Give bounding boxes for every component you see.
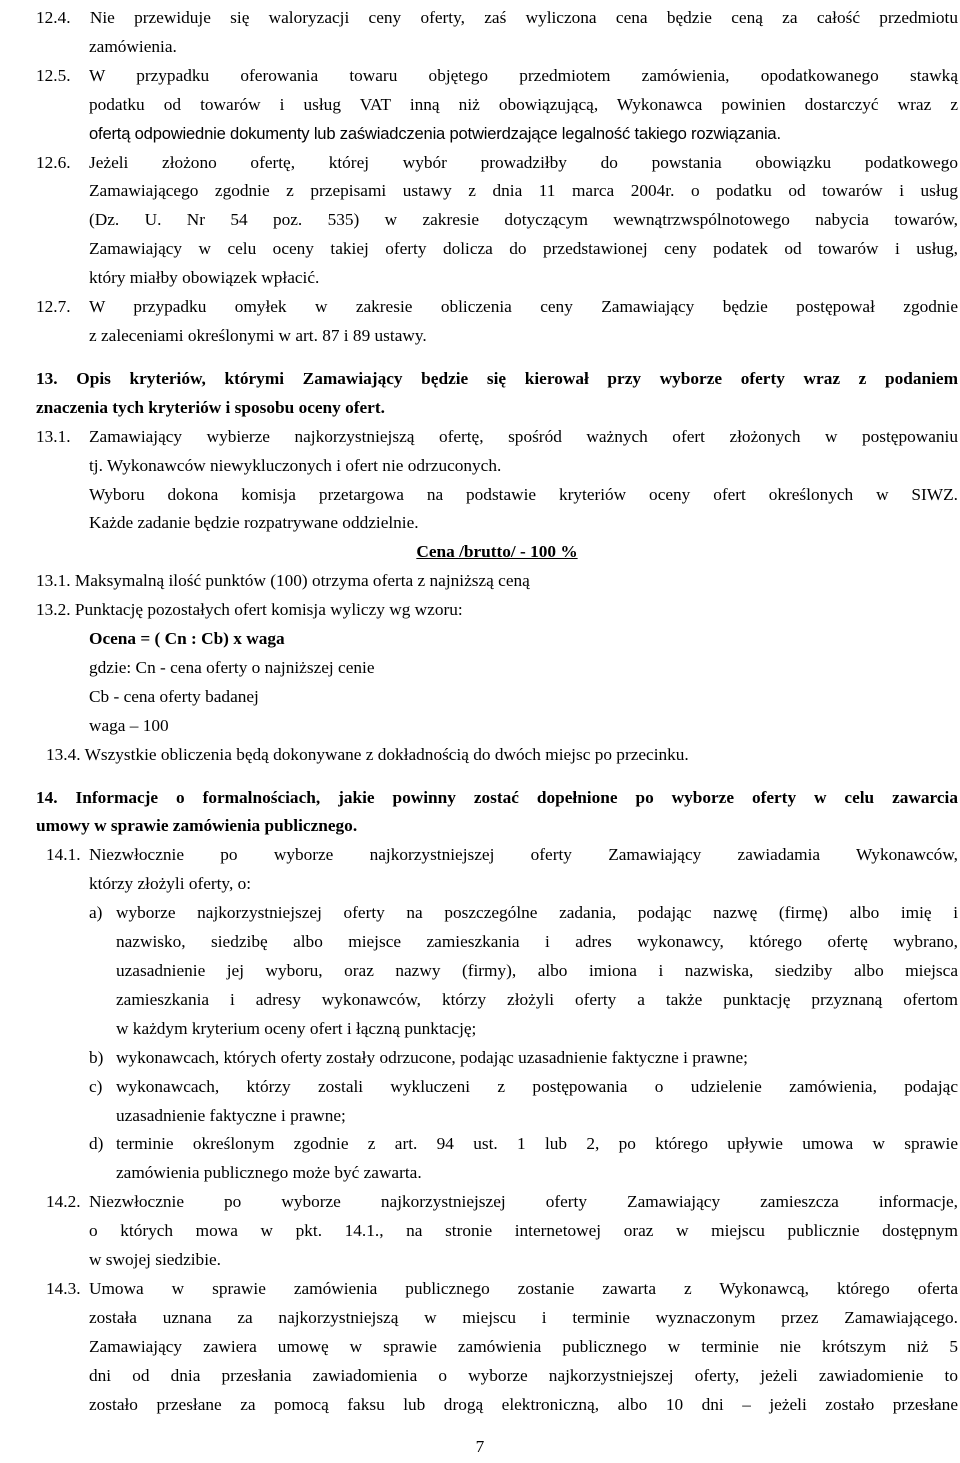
list-marker: b) [89, 1047, 104, 1067]
section-title: Opis kryteriów, którymi Zamawiający będzie się kierował przy wyborze oferty wraz z podaniem [76, 368, 958, 388]
paragraph-line: którzy złożyli oferty, o: [89, 874, 252, 894]
section-13-heading [36, 365, 958, 423]
section-14-heading [36, 784, 958, 842]
paragraph-line: ofertą odpowiednie dokumenty lub zaświadczenia potwierdzające legalność takiego rozwiązania. [89, 123, 781, 143]
paragraph-line: Zamawiającego zgodnie z przepisami ustawy z dnia 11 marca 2004r. o podatku od towarów i usług [89, 181, 958, 201]
paragraph-text: Wszystkie obliczenia będą dokonywane z dokładnością do dwóch miejsc po przecinku. [84, 744, 689, 764]
criterion-heading: Cena /brutto/ - 100 % [416, 542, 578, 562]
list-line: uzasadnienie faktyczne i prawne; [116, 1105, 346, 1125]
paragraph-line: tj. Wykonawców niewykluczonych i ofert nie odrzuconych. [89, 455, 502, 475]
section-title: Informacje o formalnościach, jakie powinny zostać dopełnione po wyborze oferty w celu zawarcia [75, 787, 958, 807]
section-gap [36, 770, 958, 784]
paragraph-line: Wyboru dokona komisja przetargowa na podstawie kryteriów oceny ofert określonych w SIWZ. [89, 484, 958, 504]
paragraph-line: zostało przesłane za pomocą faksu lub drogą elektroniczną, albo 10 dni – jeżeli zostało przesłane [89, 1394, 958, 1414]
paragraph-14-2 [36, 1188, 958, 1217]
paragraph-12-6-cont [36, 177, 958, 293]
formula-legend: Cb - cena oferty badanej [89, 686, 259, 706]
paragraph-12-7 [36, 293, 958, 322]
paragraph-line: dni od dnia przesłania zawiadomienia o wyborze najkorzystniejszej oferty, jeżeli zawiadomienie to [89, 1365, 958, 1385]
paragraph-number: 12.6. [36, 152, 71, 172]
paragraph-line: W przypadku oferowania towaru objętego przedmiotem zamówienia, opodatkowanego stawką [89, 65, 958, 85]
paragraph-line: (Dz. U. Nr 54 poz. 535) w zakresie dotyczącym wewnątrzwspólnotowego nabycia towarów, [89, 210, 958, 230]
list-marker: c) [89, 1076, 103, 1096]
list-line: uzasadnienie jej wyboru, oraz nazwy (firmy), albo imiona i nazwiska, siedziby albo miejsca [116, 961, 958, 980]
paragraph-14-1 [36, 841, 958, 870]
formula-legend: waga – 100 [89, 715, 169, 735]
section-title-cont: znaczenia tych kryteriów i sposobu oceny ofert. [36, 397, 385, 417]
paragraph-number: 13.1. [36, 426, 71, 446]
paragraph-number: 14.1. [46, 845, 81, 865]
paragraph-line: Zamawiający w celu oceny takiej oferty dolicza do przedstawionej ceny podatek od towarów i usług, [89, 239, 958, 259]
list-item-d [36, 1130, 958, 1188]
paragraph-12-5 [36, 62, 958, 91]
list-marker: a) [89, 903, 103, 923]
paragraph-number: 12.7. [36, 297, 71, 317]
section-title-cont: umowy w sprawie zamówienia publicznego. [36, 816, 358, 836]
paragraph-line: Zamawiający zawiera umowę w sprawie zamówienia publicznego w terminie nie krótszym niż 5 [89, 1336, 958, 1356]
document-page [36, 4, 958, 1420]
section-number: 13. [36, 368, 58, 388]
paragraph-line: w swojej siedzibie. [89, 1250, 221, 1270]
paragraph-line: Każde zadanie będzie rozpatrywane oddzielnie. [89, 513, 419, 533]
paragraph-number: 14.2. [46, 1192, 81, 1212]
paragraph-line: który miałby obowiązek wpłacić. [89, 268, 320, 288]
paragraph-text: Punktację pozostałych ofert komisja wyliczy wg wzoru: [74, 600, 463, 620]
page-number: 7 [475, 1437, 485, 1456]
paragraph-line: podatku od towarów i usług VAT inną niż obowiązującą, Wykonawca powinien dostarczyć wraz z [89, 94, 958, 114]
paragraph-line: W przypadku omyłek w zakresie obliczenia ceny Zamawiający będzie postępował zgodnie [89, 297, 958, 317]
paragraph-line: Niezwłocznie po wyborze najkorzystniejszej oferty Zamawiający zamieszcza informacje, [89, 1192, 958, 1212]
list-line: wykonawcach, którzy zostali wykluczeni z postępowania o udzielenie zamówienia, podając [116, 1076, 958, 1096]
paragraph-line: Jeżeli złożono ofertę, której wybór prowadziłby do powstania obowiązku podatkowego [89, 152, 958, 172]
paragraph-line: została uznana za najkorzystniejszą w miejscu i terminie wyznaczonym przez Zamawiającego. [89, 1307, 958, 1327]
list-item-c [36, 1073, 958, 1131]
list-line: wyborze najkorzystniejszej oferty na poszczególne zadania, podając nazwę (firmę) albo imię i [116, 903, 958, 923]
paragraph-number: 12.4. [36, 8, 71, 27]
list-line: terminie określonym zgodnie z art. 94 ust. 1 lub 2, po którego upływie umowa w sprawie [116, 1134, 958, 1154]
paragraph-14-3 [36, 1275, 958, 1304]
list-marker: d) [89, 1134, 104, 1154]
paragraph-number: 14.3. [46, 1278, 81, 1298]
paragraph-line: o których mowa w pkt. 14.1., na stronie internetowej oraz w miejscu publicznie dostępnym [89, 1221, 958, 1241]
list-line: zamówienia publicznego może być zawarta. [116, 1163, 422, 1183]
paragraph-number: 13.1. [36, 571, 71, 591]
paragraph-13-1 [36, 423, 958, 452]
paragraph-text-cont: zamówienia. [89, 36, 177, 56]
list-line: wykonawcach, których oferty zostały odrzucone, podając uzasadnienie faktyczne i prawne; [116, 1047, 748, 1067]
formula-legend: gdzie: Cn - cena oferty o najniższej cenie [89, 657, 375, 677]
list-item-b [36, 1044, 958, 1073]
paragraph-text: Maksymalną ilość punktów (100) otrzyma oferta z najniższą ceną [74, 571, 530, 591]
paragraph-12-4 [36, 4, 958, 62]
paragraph-12-5-cont [36, 91, 958, 149]
paragraph-number: 13.2. [36, 600, 71, 620]
section-gap [36, 351, 958, 365]
paragraph-line: z zaleceniami określonymi w art. 87 i 89 ustawy. [89, 325, 427, 345]
paragraph-number: 13.4. [46, 744, 81, 764]
section-number: 14. [36, 787, 58, 807]
list-line: nazwisko, siedzibę albo miejsce zamieszkania i adres wykonawcy, którego ofertę wybrano, [116, 932, 958, 952]
paragraph-text: Nie przewiduje się waloryzacji ceny oferty, zaś wyliczona cena będzie ceną za całość przedmiotu [89, 8, 958, 27]
paragraph-line: Umowa w sprawie zamówienia publicznego zostanie zawarta z Wykonawcą, którego oferta [89, 1278, 958, 1298]
paragraph-line: Niezwłocznie po wyborze najkorzystniejszej oferty Zamawiający zawiadamia Wykonawców, [89, 845, 958, 865]
paragraph-number: 12.5. [36, 65, 71, 85]
formula: Ocena = ( Cn : Cb) x waga [89, 629, 285, 649]
paragraph-12-6 [36, 149, 958, 178]
list-line: zamieszkania i adresy wykonawców, którzy złożyli oferty a także punktację przyznaną ofertom [116, 989, 958, 1009]
paragraph-line: Zamawiający wybierze najkorzystniejszą ofertę, spośród ważnych ofert złożonych w postępowaniu [89, 426, 958, 446]
list-item-a [36, 899, 958, 1044]
list-line: w każdym kryterium oceny ofert i łączną punktację; [116, 1018, 477, 1038]
